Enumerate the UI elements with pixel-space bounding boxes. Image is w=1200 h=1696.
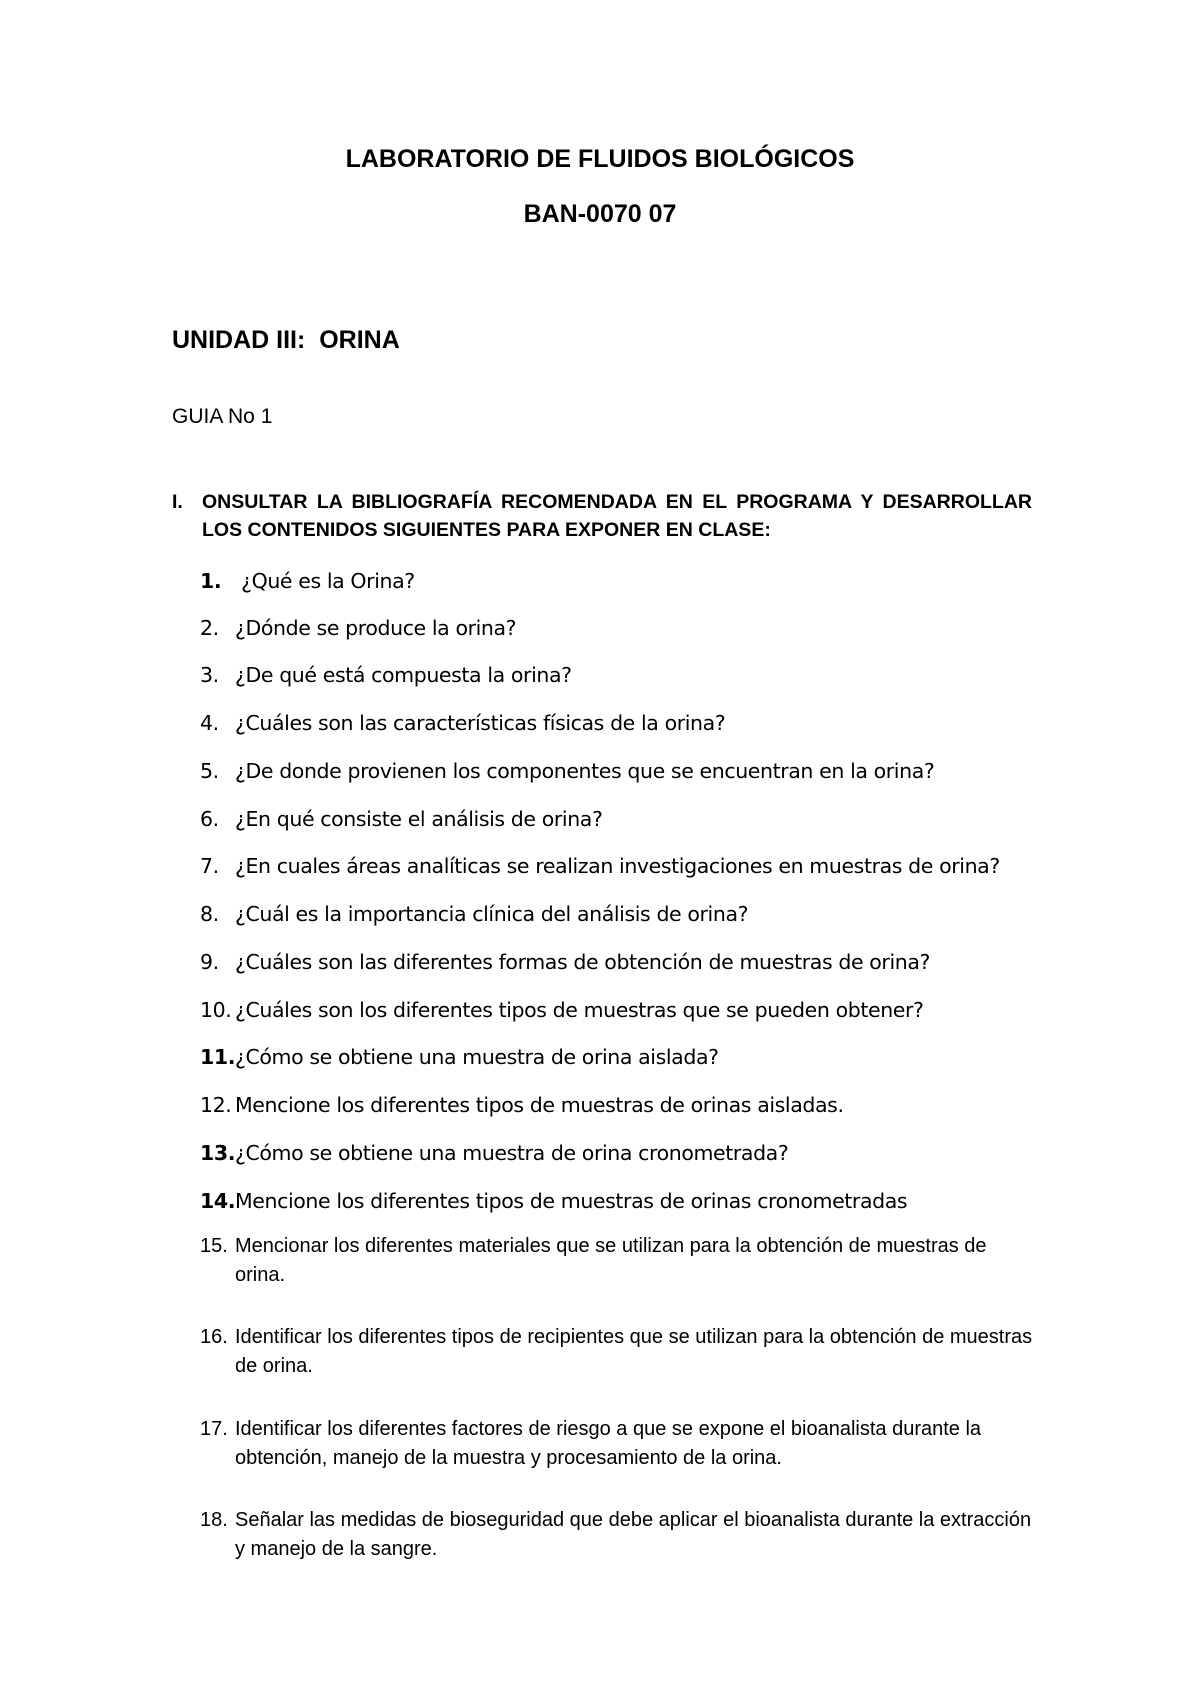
- question-item: [200, 709, 1040, 737]
- question-number: 12.: [200, 1093, 232, 1117]
- question-text: ¿Qué es la Orina?: [235, 569, 415, 593]
- question-number: 6.: [200, 807, 219, 831]
- question-text: Mencionar los diferentes materiales que se utilizan para la obtención de muestras de orina.: [235, 1235, 987, 1286]
- question-text: ¿Cómo se obtiene una muestra de orina aislada?: [235, 1045, 719, 1069]
- unit-heading: UNIDAD III: ORINA: [172, 326, 400, 354]
- question-text: ¿En cuales áreas analíticas se realizan investigaciones en muestras de orina?: [235, 854, 1000, 878]
- question-item: [200, 661, 1040, 689]
- question-text: ¿Cuáles son los diferentes tipos de muestras que se pueden obtener?: [235, 998, 924, 1022]
- question-text: ¿Cuáles son las diferentes formas de obtención de muestras de orina?: [235, 950, 930, 974]
- course-code: BAN-0070 07: [523, 200, 677, 228]
- question-text: Identificar los diferentes factores de riesgo a que se expone el bioanalista durante la obtención, manejo de la muestra y procesamiento de la orina.: [235, 1418, 982, 1469]
- question-number: 16.: [200, 1326, 228, 1348]
- question-text: ¿De donde provienen los componentes que se encuentran en la orina?: [235, 759, 935, 783]
- section-instruction: [172, 488, 1032, 544]
- question-item: [200, 805, 1040, 833]
- question-number: 5.: [200, 759, 219, 783]
- question-item: [200, 1187, 1040, 1215]
- question-number: 17.: [200, 1418, 228, 1440]
- question-item: [200, 567, 1040, 595]
- question-number: 3.: [200, 663, 219, 687]
- question-text: Identificar los diferentes tipos de recipientes que se utilizan para la obtención de muestras de orina.: [235, 1326, 1033, 1377]
- question-text: ¿Cómo se obtiene una muestra de orina cronometrada?: [235, 1141, 789, 1165]
- question-number: 15.: [200, 1235, 228, 1257]
- question-number: 4.: [200, 711, 219, 735]
- question-item: [200, 614, 1040, 642]
- question-number: 2.: [200, 616, 219, 640]
- question-number: 13.: [200, 1141, 236, 1165]
- question-item: [200, 1323, 1040, 1381]
- question-number: 18.: [200, 1509, 228, 1531]
- question-text: ¿Cuál es la importancia clínica del análisis de orina?: [235, 902, 749, 926]
- section-instruction-text: ONSULTAR LA BIBLIOGRAFÍA RECOMENDADA EN EL PROGRAMA Y DESARROLLAR LOS CONTENIDOS SIGUIENTES PARA EXPONER EN CLASE:: [202, 491, 1032, 541]
- question-number: 10.: [200, 998, 232, 1022]
- question-item: [200, 1232, 1040, 1290]
- question-item: [200, 1043, 1040, 1071]
- question-item: [200, 948, 1040, 976]
- question-number: 9.: [200, 950, 219, 974]
- question-item: [200, 852, 1040, 880]
- question-item: [200, 900, 1040, 928]
- question-item: [200, 1506, 1040, 1564]
- document-title: LABORATORIO DE FLUIDOS BIOLÓGICOS: [345, 145, 855, 173]
- question-number: 8.: [200, 902, 219, 926]
- question-item: [200, 1139, 1040, 1167]
- section-numeral: I.: [172, 491, 183, 513]
- question-text: ¿En qué consiste el análisis de orina?: [235, 807, 603, 831]
- question-text: Señalar las medidas de bioseguridad que debe aplicar el bioanalista durante la extracción y manejo de la sangre.: [235, 1509, 1032, 1560]
- question-number: 14.: [200, 1189, 236, 1213]
- question-item: [200, 757, 1040, 785]
- question-number: 11.: [200, 1045, 236, 1069]
- question-item: [200, 996, 1040, 1024]
- question-text: ¿Dónde se produce la orina?: [235, 616, 517, 640]
- question-item: [200, 1091, 1040, 1119]
- question-text: ¿De qué está compuesta la orina?: [235, 663, 572, 687]
- guide-label: GUIA No 1: [172, 405, 273, 428]
- question-text: Mencione los diferentes tipos de muestras de orinas aisladas.: [235, 1093, 844, 1117]
- question-text: Mencione los diferentes tipos de muestras de orinas cronometradas: [235, 1189, 908, 1213]
- question-number: 7.: [200, 854, 219, 878]
- question-text: ¿Cuáles son las características físicas de la orina?: [235, 711, 726, 735]
- question-item: [200, 1415, 1040, 1473]
- question-number: 1.: [200, 569, 222, 593]
